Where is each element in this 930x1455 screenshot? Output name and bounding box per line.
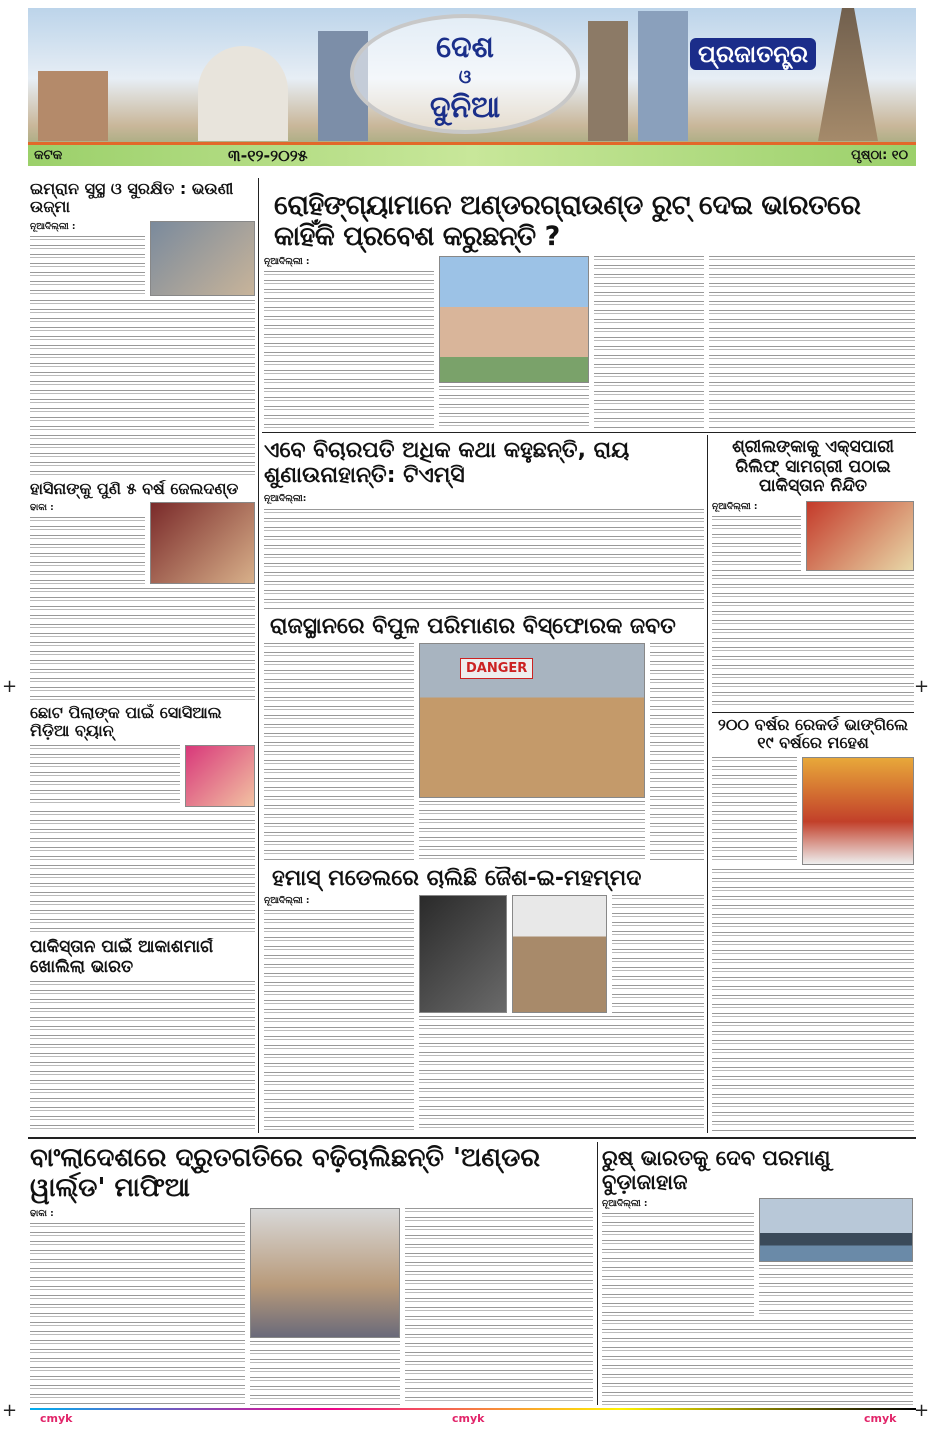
headline-bangladesh: ବାଂଲାଦେଶରେ ଦ୍ରୁତଗତିରେ ବଢ଼ିଚାଲିଛନ୍ତି 'ଅଣ୍ଡର ୱାର୍ଲ୍ଡ' ମାଫିଆ (30, 1144, 541, 1203)
story-rajasthan (264, 614, 704, 862)
article-body (250, 1341, 400, 1405)
registration-mark: + (914, 1400, 930, 1421)
article-body (264, 271, 434, 428)
headline-imran: ଇମ୍ରାନ ସୁସ୍ଥ ଓ ସୁରକ୍ଷିତ : ଭଉଣୀ ଉଜ୍ମା (30, 180, 234, 217)
cmyk-mark: cmyk (864, 1412, 897, 1425)
story-tmc (264, 438, 704, 610)
story-imran (30, 180, 255, 476)
headline-rajasthan: ରାଜସ୍ଥାନରେ ବିପୁଳ ପରିମାଣର ବିସ୍ଫୋରକ ଜବତ (270, 614, 676, 639)
article-body (419, 1016, 704, 1133)
city-label: କଟକ (34, 148, 63, 163)
color-bar (30, 1408, 916, 1410)
photo-relief-material (806, 501, 914, 571)
photo-imran-uzma (150, 221, 255, 296)
article-body (602, 1320, 913, 1405)
dateline: ଢାକା : (30, 503, 54, 514)
cmyk-mark: cmyk (40, 1412, 73, 1425)
article-body (612, 895, 704, 1012)
masthead-date-band (28, 142, 916, 166)
section-divider (712, 712, 914, 713)
headline-hasina: ହାସିନାଙ୍କୁ ପୁଣି ୫ ବର୍ଷ ଜେଲଦଣ୍ଡ (30, 480, 239, 498)
dateline: ନୂଆଦିଲ୍ଲୀ : (264, 896, 310, 907)
photo-hasina (150, 502, 255, 584)
story-srilanka (712, 438, 914, 710)
article-body (30, 1223, 245, 1405)
dateline: ନୂଆଦିଲ୍ଲୀ : (30, 221, 76, 232)
article-body (650, 643, 704, 862)
column-divider (258, 178, 259, 1133)
issue-date: ୩-୧୨-୨୦୨୫ (228, 146, 308, 165)
article-body (419, 801, 645, 862)
article-body (709, 256, 915, 428)
headline-russia-submarine: ରୁଷ୍ ଭାରତକୁ ଦେବ ପରମାଣୁ ବୁଡ଼ାଜାହାଜ (602, 1146, 831, 1195)
headline-hamas: ହମାସ୍ ମଡେଲରେ ଚାଲିଛି ଜୈଶ-ଇ-ମହମ୍ମଦ (272, 866, 642, 891)
story-hasina (30, 480, 255, 700)
photo-explosives-seized (419, 643, 645, 798)
photo-mahesh (802, 757, 914, 865)
column-divider (707, 435, 708, 1133)
photo-masood-azhar (512, 895, 607, 1012)
brand-logo: ପ୍ରଜାତନ୍ତ୍ର (690, 38, 816, 70)
dateline: ନୂଆଦିଲ୍ଲୀ: (264, 493, 307, 504)
registration-mark: + (914, 676, 930, 697)
dateline: ନୂଆଦିଲ୍ଲୀ : (264, 257, 310, 268)
article-body (594, 256, 704, 428)
story-hamas (264, 866, 704, 1133)
article-body (30, 300, 255, 476)
headline-airspace: ପାକିସ୍ତାନ ପାଇଁ ଆକାଶମାର୍ଗ ଖୋଲିଲା ଭାରତ (30, 938, 214, 977)
story-mahesh (712, 716, 914, 1133)
story-bangladesh (30, 1144, 593, 1405)
story-rohingya (264, 190, 915, 428)
article-body (30, 236, 145, 296)
danger-sign: DANGER (460, 658, 533, 679)
article-body (264, 509, 704, 610)
article-body (30, 981, 255, 1133)
story-social-media-ban (30, 704, 255, 932)
article-body (439, 386, 589, 428)
cmyk-mark: cmyk (452, 1412, 485, 1425)
section-divider (262, 432, 916, 433)
article-body (759, 1265, 913, 1316)
headline-mahesh: ୨୦୦ ବର୍ଷର ରେକର୍ଡ ଭାଙ୍ଗିଲେ ୧୯ ବର୍ଷରେ ମହେଶ (717, 716, 909, 753)
article-body (264, 643, 414, 862)
page-number: ପୃଷ୍ଠା: ୧୦ (851, 148, 908, 163)
dateline: ଢାକା : (30, 1208, 54, 1219)
photo-minister (185, 745, 255, 807)
article-body (30, 745, 180, 807)
article-body (712, 757, 797, 865)
registration-mark: + (2, 1400, 18, 1421)
photo-yunus (250, 1208, 400, 1338)
column-divider (597, 1142, 598, 1405)
article-body (264, 910, 414, 1133)
headline-tmc: ଏବେ ବିଚାରପତି ଅଧିକ କଥା କହୁଛନ୍ତି, ରାୟ ଶୁଣାଉନାହାନ୍ତି: ଟିଏମ୍‌ସି (264, 438, 630, 489)
photo-submarine (759, 1198, 913, 1262)
photo-protest (419, 895, 507, 1012)
article-body (712, 516, 801, 571)
article-body (602, 1213, 754, 1316)
photo-supreme-court (439, 256, 589, 383)
article-body (30, 811, 255, 932)
article-body (30, 588, 255, 700)
article-body (30, 517, 145, 584)
story-airspace (30, 938, 255, 1133)
registration-mark: + (2, 676, 18, 697)
article-body (712, 869, 914, 1133)
headline-srilanka: ଶ୍ରୀଲଙ୍କାକୁ ଏକ୍ସପାରୀ ରିଲିଫ୍ ସାମଗ୍ରୀ ପଠାଇ ପାକିସ୍ତାନ ନିନ୍ଦିତ (732, 438, 894, 497)
section-divider (28, 1137, 916, 1139)
masthead-logo: ଦେଶ ଓ ଦୁନିଆ (350, 14, 580, 134)
headline-social-media-ban: ଛୋଟ ପିଲାଙ୍କ ପାଇଁ ସୋସିଆଲ ମିଡ଼ିଆ ବ୍ୟାନ୍ (30, 704, 222, 741)
story-russia-submarine (602, 1146, 913, 1405)
article-body (712, 575, 914, 710)
headline-rohingya: ରୋହିଙ୍ଗ୍ୟାମାନେ ଅଣ୍ଡରଗ୍ରାଉଣ୍ଡ ରୁଟ୍ ଦେଇ ଭାରତରେ କାହିଁକି ପ୍ରବେଶ କରୁଛନ୍ତି ? (274, 190, 861, 253)
dateline: ନୂଆଦିଲ୍ଲୀ : (602, 1199, 648, 1210)
dateline: ନୂଆଦିଲ୍ଲୀ : (712, 501, 758, 512)
article-body (405, 1208, 593, 1405)
